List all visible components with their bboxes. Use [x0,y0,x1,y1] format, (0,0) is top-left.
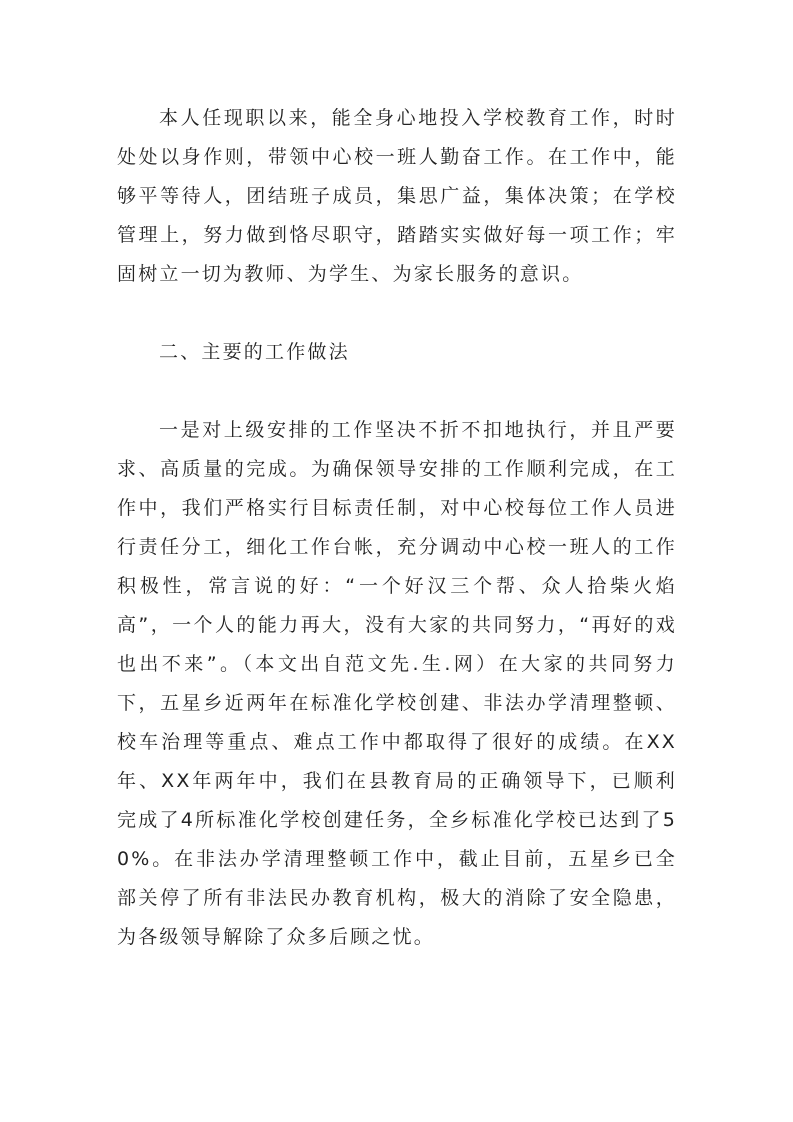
paragraph-work-methods: 一是对上级安排的工作坚决不折不扣地执行，并且严要求、高质量的完成。为确保领导安排的工作顺利完成，在工作中，我们严格实行目标责任制，对中心校每位工作人员进行责任分工，细化工作台帐，充分调动中心校一班人的工作积极性，常言说的好：“一个好汉三个帮、众人拾柴火焰高”，一个人的能力再大，没有大家的共同努力，“再好的戏也出不来”。（本文出自范文先.生.网）在大家的共同努力下，五星乡近两年在标准化学校创建、非法办学清理整顿、校车治理等重点、难点工作中都取得了很好的成绩。在XX年、XX年两年中，我们在县教育局的正确领导下，已顺利完成了4所标准化学校创建任务，全乡标准化学校已达到了50%。在非法办学清理整顿工作中，截止目前，五星乡已全部关停了所有非法民办教育机构，极大的消除了安全隐患，为各级领导解除了众多后顾之忧。 [117,419,677,948]
paragraph-intro: 本人任现职以来，能全身心地投入学校教育工作，时时处处以身作则，带领中心校一班人勤奋工作。在工作中，能够平等待人，团结班子成员，集思广益，集体决策；在学校管理上，努力做到恪尽职守，踏踏实实做好每一项工作；牢固树立一切为教师、为学生、为家长服务的意识。 [117,107,677,285]
section-heading: 二、主要的工作做法 [159,341,350,363]
document-body [117,99,677,957]
